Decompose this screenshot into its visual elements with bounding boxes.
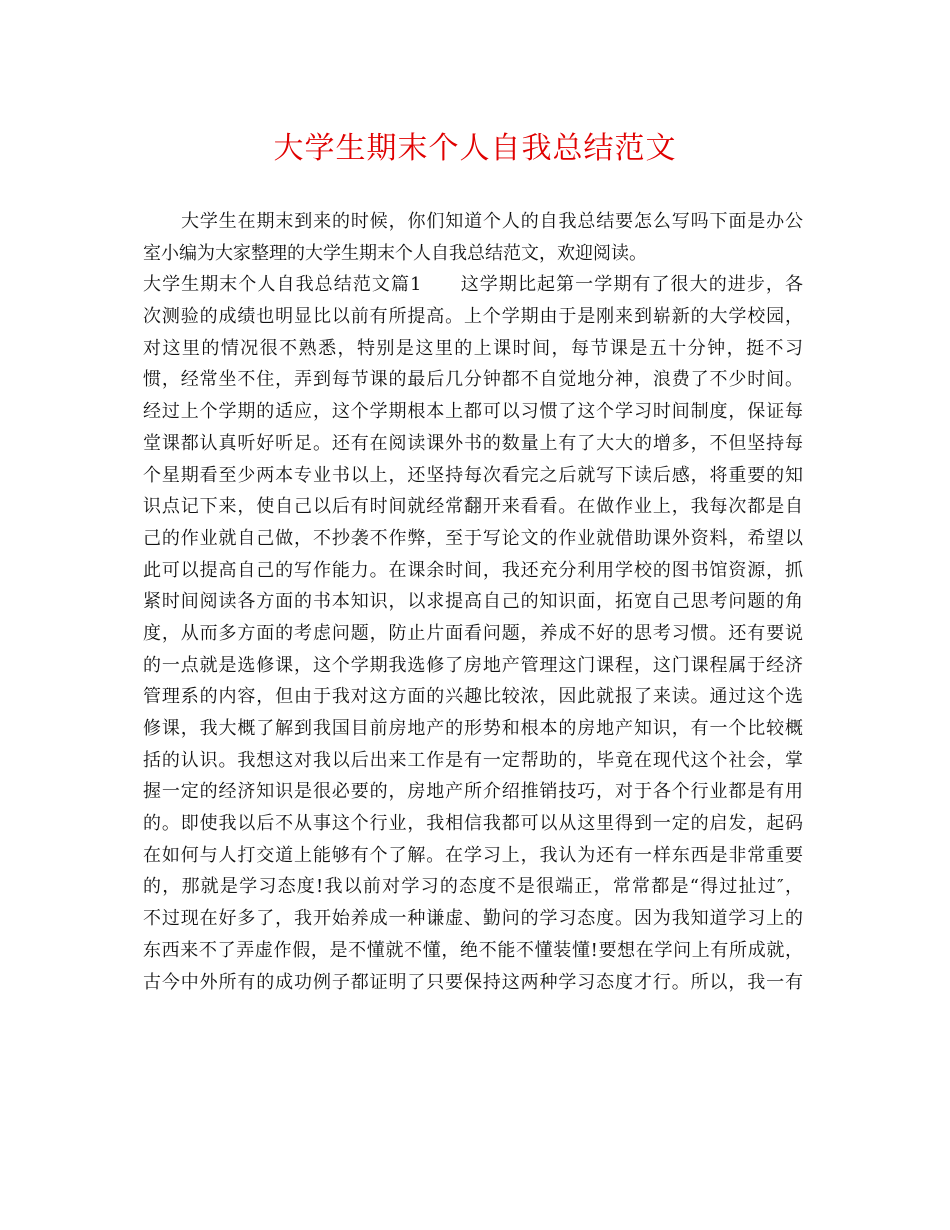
body-line: 古今中外所有的成功例子都证明了只要保持这两种学习态度才行。所以，我一有 <box>143 971 803 993</box>
body-line: 在如何与人打交道上能够有个了解。在学习上，我认为还有一样东西是非常重要 <box>143 844 803 866</box>
body-line: 的，那就是学习态度!我以前对学习的态度不是很端正，常常都是“得过扯过″， <box>143 876 803 898</box>
body-line: 己的作业就自己做，不抄袭不作弊，至于写论文的作业就借助课外资料，希望以 <box>143 527 803 549</box>
body-line: 括的认识。我想这对我以后出来工作是有一定帮助的，毕竟在现代这个社会，掌 <box>143 749 803 771</box>
document-title: 大学生期末个人自我总结范文 <box>273 131 677 166</box>
body-line: 惯，经常坐不住，弄到每节课的最后几分钟都不自觉地分神，浪费了不少时间。 <box>143 369 803 391</box>
body-line: 度，从而多方面的考虑问题，防止片面看问题，养成不好的思考习惯。还有要说 <box>143 622 803 644</box>
body-line: 管理系的内容，但由于我对这方面的兴趣比较浓，因此就报了来读。通过这个选 <box>143 686 803 708</box>
body-line: 东西来不了弄虚作假，是不懂就不懂，绝不能不懂装懂!要想在学问上有所成就， <box>143 939 803 961</box>
body-line: 修课，我大概了解到我国目前房地产的形势和根本的房地产知识，有一个比较概 <box>143 718 803 739</box>
body-line: 堂课都认真听好听足。还有在阅读课外书的数量上有了大大的增多，不但坚持每 <box>143 432 803 454</box>
body-line: 室小编为大家整理的大学生期末个人自我总结范文，欢迎阅读。 <box>143 242 647 264</box>
document-body <box>143 206 803 998</box>
body-line: 不过现在好多了，我开始养成一种谦虚、勤问的学习态度。因为我知道学习上的 <box>143 908 803 930</box>
body-line: 此可以提高自己的写作能力。在课余时间，我还充分利用学校的图书馆资源，抓 <box>143 559 803 581</box>
body-line: 大学生期末个人自我总结范文篇1 这学期比起第一学期有了很大的进步，各 <box>143 274 803 296</box>
body-line: 个星期看至少两本专业书以上，还坚持每次看完之后就写下读后感，将重要的知 <box>143 464 803 486</box>
body-line: 识点记下来，使自己以后有时间就经常翻开来看看。在做作业上，我每次都是自 <box>143 496 803 518</box>
body-line: 的一点就是选修课，这个学期我选修了房地产管理这门课程，这门课程属于经济 <box>143 654 803 676</box>
body-line: 大学生在期末到来的时候，你们知道个人的自我总结要怎么写吗下面是办公 <box>181 211 803 232</box>
body-line: 对这里的情况很不熟悉，特别是这里的上课时间，每节课是五十分钟，挺不习 <box>143 337 803 359</box>
body-line: 的。即使我以后不从事这个行业，我相信我都可以从这里得到一定的启发，起码 <box>143 813 803 835</box>
body-line: 次测验的成绩也明显比以前有所提高。上个学期由于是刚来到崭新的大学校园， <box>143 306 803 328</box>
body-line: 握一定的经济知识是很必要的，房地产所介绍推销技巧，对于各个行业都是有用 <box>143 781 803 803</box>
body-line: 紧时间阅读各方面的书本知识，以求提高自己的知识面，拓宽自己思考问题的角 <box>143 591 803 613</box>
body-line: 经过上个学期的适应，这个学期根本上都可以习惯了这个学习时间制度，保证每 <box>143 401 803 423</box>
